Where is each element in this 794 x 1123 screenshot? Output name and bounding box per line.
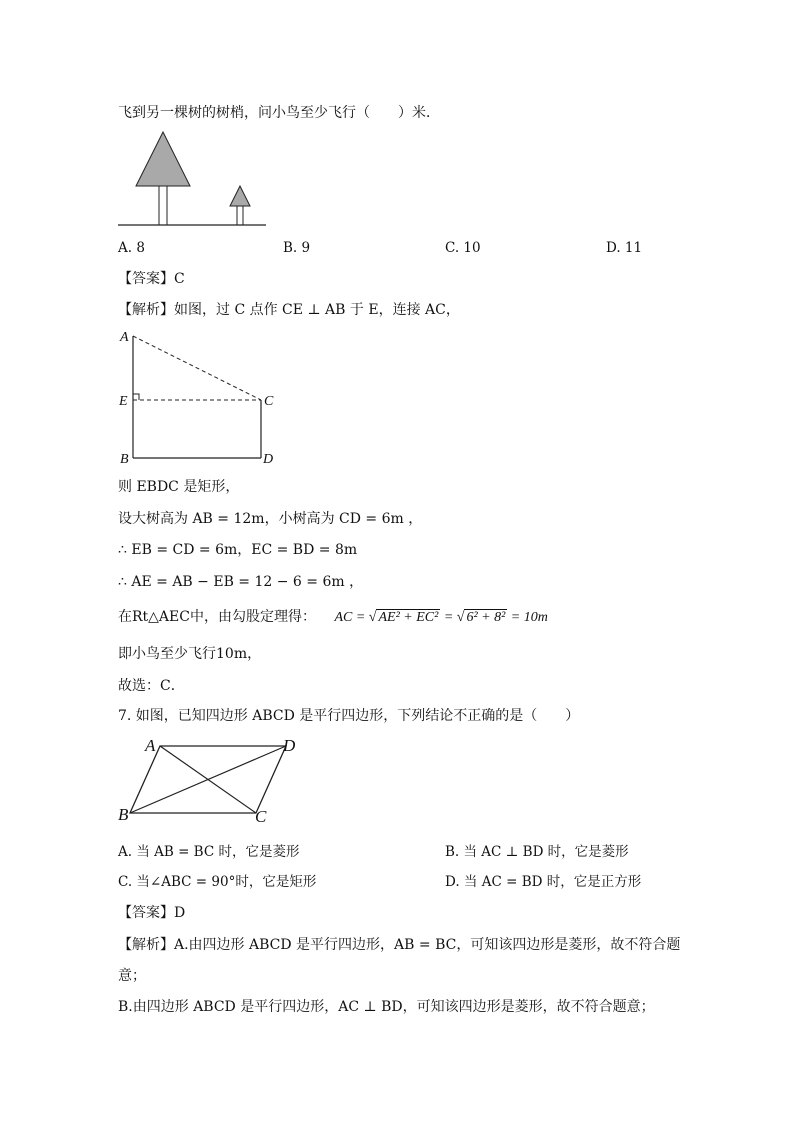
big-tree-trunk bbox=[159, 186, 167, 225]
option-c: C. 10 bbox=[445, 240, 481, 256]
option-a: A. 8 bbox=[118, 240, 145, 256]
answer-label: 【答案】C bbox=[118, 271, 185, 287]
q7-option-c: C. 当∠ABC = 90°时，它是矩形 bbox=[118, 874, 317, 890]
label-b: B bbox=[118, 805, 129, 824]
q7-option-d: D. 当 AC = BD 时，它是正方形 bbox=[445, 874, 642, 890]
step-2: 设大树高为 AB = 12m，小树高为 CD = 6m ， bbox=[118, 511, 423, 527]
step-3: ∴ EB = CD = 6m，EC = BD = 8m bbox=[118, 542, 358, 558]
step-5-text: 在Rt△AEC中，由勾股定理得： bbox=[118, 609, 316, 625]
label-b: B bbox=[120, 452, 129, 467]
label-a: A bbox=[145, 736, 156, 755]
step-7: 故选：C． bbox=[118, 678, 185, 694]
label-d: D bbox=[283, 736, 296, 755]
q7-analysis-line-2: 意； bbox=[118, 968, 146, 984]
step-6: 即小鸟至少飞行10m， bbox=[118, 646, 262, 662]
small-tree-trunk bbox=[237, 206, 243, 225]
q7-analysis-line-3: B.由四边形 ABCD 是平行四边形，AC ⊥ BD，可知该四边形是菱形，故不符合题意； bbox=[118, 999, 655, 1015]
label-d: D bbox=[263, 452, 274, 467]
tree-figure bbox=[118, 130, 268, 228]
q7-option-a: A. 当 AB = BC 时，它是菱形 bbox=[118, 844, 300, 860]
question-7-stem: 7. 如图，已知四边形 ABCD 是平行四边形，下列结论不正确的是（ ） bbox=[118, 708, 580, 724]
question-stem-tail: 飞到另一棵树的树梢，问小鸟至少飞行（ ）米． bbox=[118, 105, 440, 121]
diagonal-bd bbox=[130, 746, 286, 813]
big-tree-crown bbox=[136, 132, 190, 186]
label-c: C bbox=[264, 394, 274, 409]
step-1: 则 EBDC 是矩形， bbox=[118, 479, 240, 495]
parallelogram-figure bbox=[118, 736, 308, 824]
pythagoras-formula: AC = √ AE² + EC² = √ 6² + 8² = 10m bbox=[334, 610, 548, 625]
right-angle-mark bbox=[133, 394, 139, 400]
label-c: C bbox=[255, 807, 267, 826]
option-d: D. 11 bbox=[606, 240, 643, 256]
small-tree-crown bbox=[230, 186, 250, 206]
q7-option-b: B. 当 AC ⊥ BD 时，它是菱形 bbox=[445, 844, 629, 860]
option-b: B. 9 bbox=[283, 240, 311, 256]
label-a: A bbox=[120, 330, 129, 345]
q7-analysis-line-1: 【解析】A.由四边形 ABCD 是平行四边形，AB = BC，可知该四边形是菱形，故不符合题 bbox=[118, 937, 681, 953]
step-4: ∴ AE = AB − EB = 12 − 6 = 6m ， bbox=[118, 574, 364, 590]
q7-answer-label: 【答案】D bbox=[118, 905, 186, 921]
label-e: E bbox=[119, 394, 128, 409]
analysis-intro: 【解析】如图，过 C 点作 CE ⊥ AB 于 E，连接 AC， bbox=[118, 302, 460, 318]
step-5 bbox=[118, 608, 548, 627]
ac-dashed bbox=[133, 336, 261, 400]
rectangle-figure bbox=[118, 328, 283, 468]
